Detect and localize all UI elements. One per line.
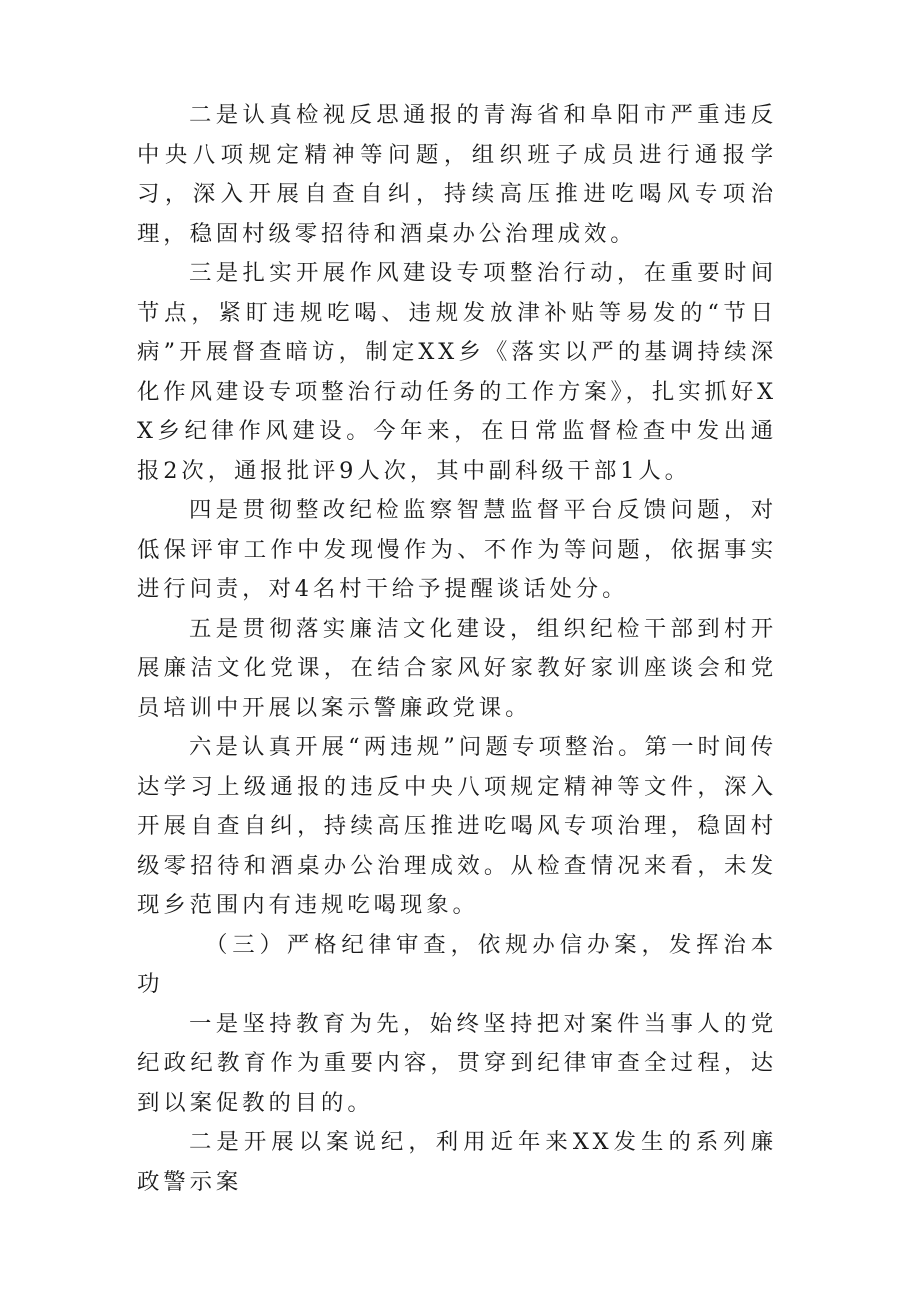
paragraph-after-2: 二是开展以案说纪，利用近年来XX发生的系列廉政警示案 xyxy=(137,1129,777,1195)
paragraph-5: 五是贯彻落实廉洁文化建设，组织纪检干部到村开展廉洁文化党课，在结合家风好家教好家训座谈会和党员培训中开展以案示警廉政党课。 xyxy=(137,615,777,721)
paragraph-3: 三是扎实开展作风建设专项整治行动，在重要时间节点，紧盯违规吃喝、违规发放津补贴等易发的“节日病”开展督查暗访，制定XX乡《落实以严的基调持续深化作风建设专项整治行动任务的工作方案》，扎实抓好XX乡纪律作风建设。今年来，在日常监督检查中发出通报2次，通报批评9人次，其中副科级干部1人。 xyxy=(137,260,777,484)
paragraph-after-1: 一是坚持教育为先，始终坚持把对案件当事人的党纪政纪教育作为重要内容，贯穿到纪律审查全过程，达到以案促教的目的。 xyxy=(137,1010,777,1116)
paragraph-2: 二是认真检视反思通报的青海省和阜阳市严重违反中央八项规定精神等问题，组织班子成员进行通报学习，深入开展自查自纠，持续高压推进吃喝风专项治理，稳固村级零招待和酒桌办公治理成效。 xyxy=(137,102,777,247)
document-page xyxy=(137,96,777,1202)
paragraph-4: 四是贯彻整改纪检监察智慧监督平台反馈问题，对低保评审工作中发现慢作为、不作为等问题，依据事实进行问责，对4名村干给予提醒谈话处分。 xyxy=(137,497,777,602)
paragraph-6: 六是认真开展“两违规”问题专项整治。第一时间传达学习上级通报的违反中央八项规定精神等文件，深入开展自查自纠，持续高压推进吃喝风专项治理，稳固村级零招待和酒桌办公治理成效。从检查情况来看，未发现乡范围内有违规吃喝现象。 xyxy=(137,734,777,918)
section-heading: （三）严格纪律审查，依规办信办案，发挥治本功 xyxy=(137,931,777,997)
